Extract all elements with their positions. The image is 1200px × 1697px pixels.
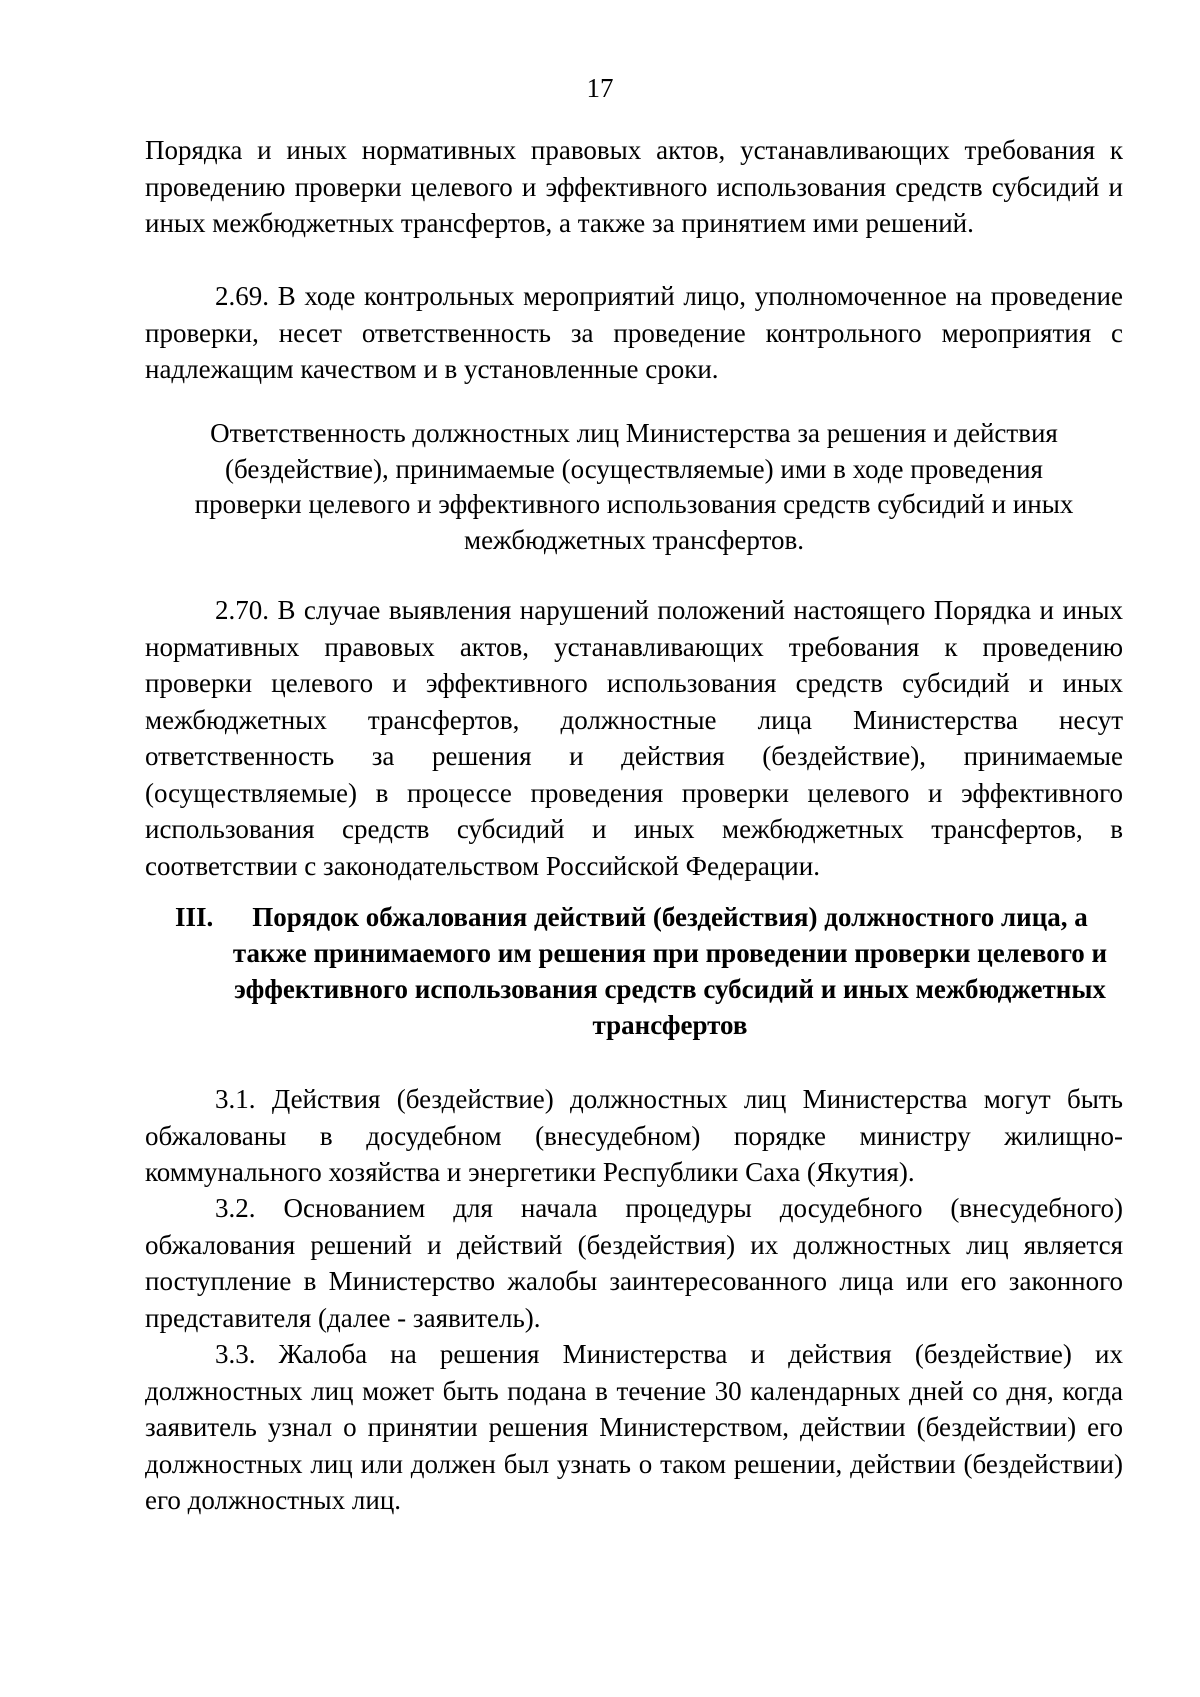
subsection-heading: Ответственность должностных лиц Министерства за решения и действия (бездействие), принимаемые (осуществляемые) ими в ходе проведения проверки целевого и эффективного использования средств субсидий и иных межбюджетных трансфертов. bbox=[194, 418, 1074, 555]
section-title: Порядок обжалования действий (бездействия) должностного лица, а также принимаемого им решения при проведении проверки целевого и эффективного использования средств субсидий и иных межбюджетных трансфертов bbox=[232, 902, 1108, 1040]
paragraph-3-1: 3.1. Действия (бездействие) должностных лиц Министерства могут быть обжалованы в досудебном (внесудебном) порядке министру жилищно-коммунального хозяйства и энергетики Республики Саха (Якутия). bbox=[145, 1084, 1123, 1187]
paragraph-3-2: 3.2. Основанием для начала процедуры досудебного (внесудебного) обжалования решений и действий (бездействия) их должностных лиц является поступление в Министерство жалобы заинтересованного лица или его законного представителя (далее - заявитель). bbox=[145, 1193, 1123, 1333]
paragraph-2-70: 2.70. В случае выявления нарушений положений настоящего Порядка и иных нормативных правовых актов, устанавливающих требования к проведению проверки целевого и эффективного использования средств субсидий и иных межбюджетных трансфертов, должностные лица Министерства несут ответственность за решения и действия (бездействие), принимаемые (осуществляемые) в процессе проведения проверки целевого и эффективного использования средств субсидий и иных межбюджетных трансфертов, в соответствии с законодательством Российской Федерации. bbox=[145, 595, 1123, 881]
page-number: 17 bbox=[586, 73, 614, 103]
paragraph-3-3: 3.3. Жалоба на решения Министерства и действия (бездействие) их должностных лиц может быть подана в течение 30 календарных дней со дня, когда заявитель узнал о принятии решения Министерством, действии (бездействии) его должностных лиц или должен был узнать о таком решении, действии (бездействии) его должностных лиц. bbox=[145, 1339, 1123, 1515]
paragraph-continuation: Порядка и иных нормативных правовых актов, устанавливающих требования к проведению проверки целевого и эффективного использования средств субсидий и иных межбюджетных трансфертов, а также за принятием ими решений. bbox=[145, 135, 1123, 238]
section-heading bbox=[175, 899, 1123, 1043]
section-number: III. bbox=[175, 902, 214, 932]
paragraph-2-69: 2.69. В ходе контрольных мероприятий лицо, уполномоченное на проведение проверки, несет ответственность за проведение контрольного мероприятия с надлежащим качеством и в установленные сроки. bbox=[145, 281, 1123, 384]
